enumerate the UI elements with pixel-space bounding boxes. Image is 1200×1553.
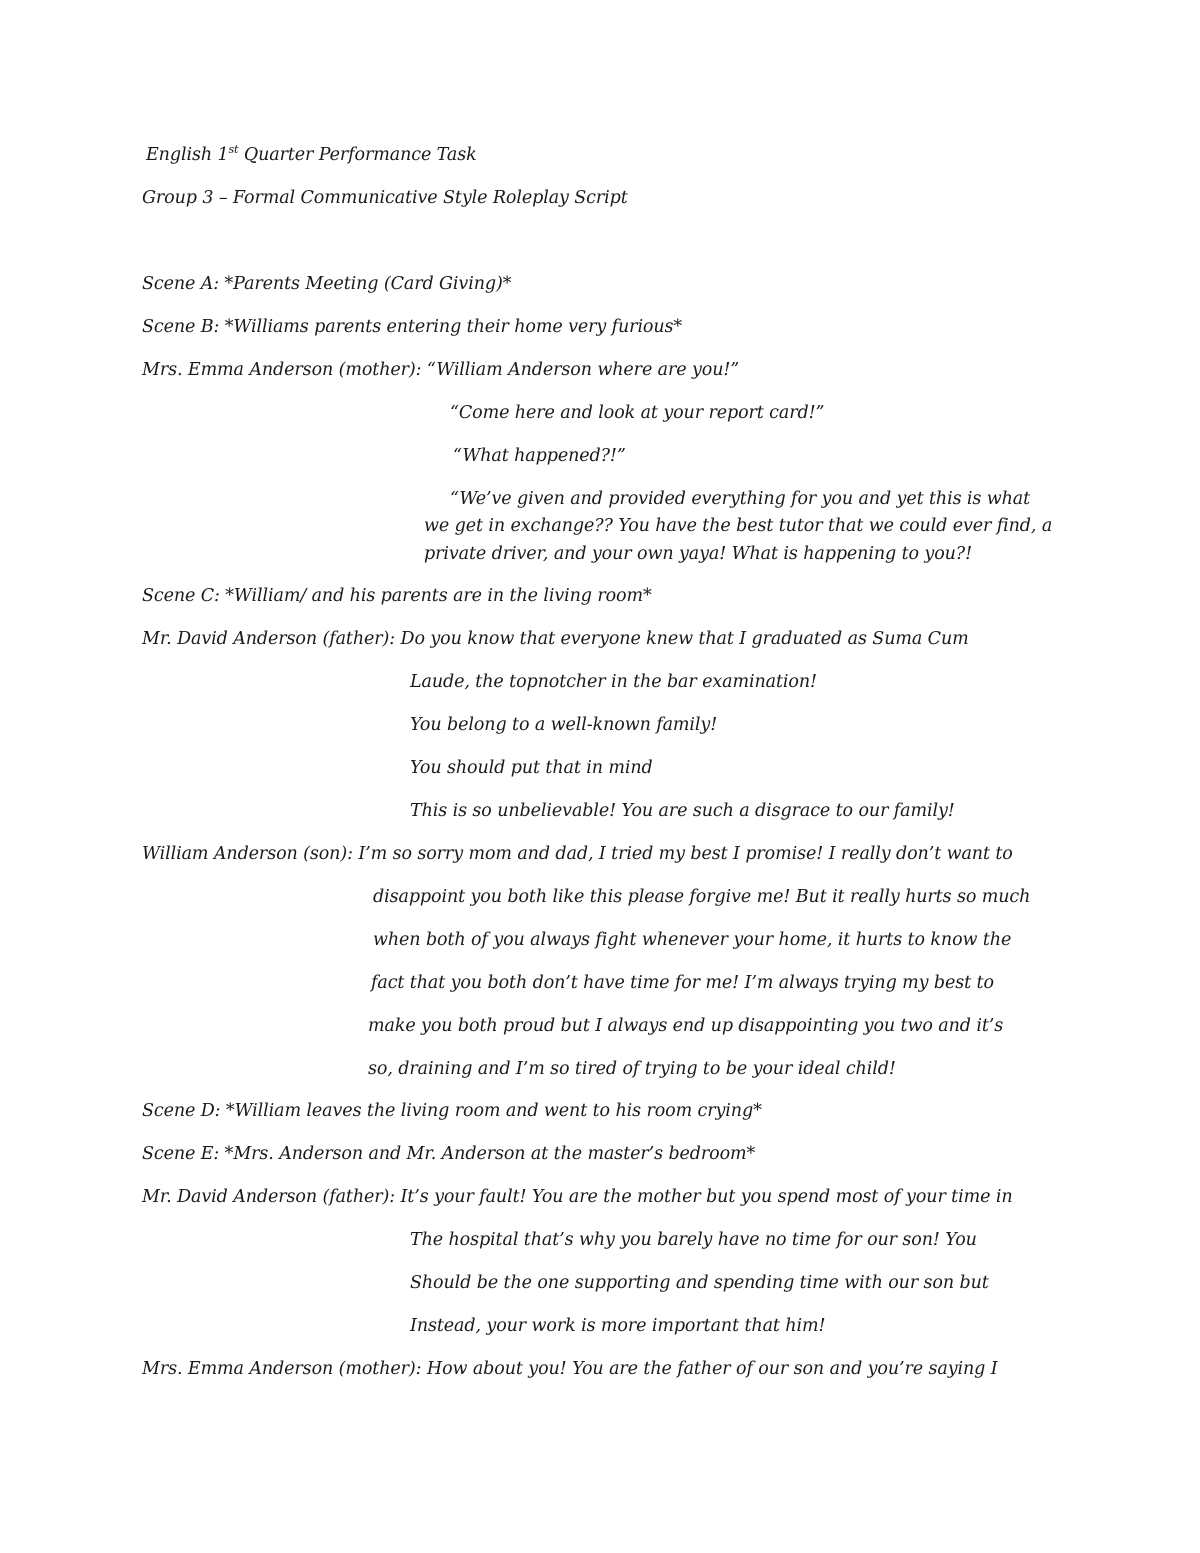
dialogue-mother-line: “What happened?!”	[453, 446, 626, 466]
scene-b-line: Scene B: *Williams parents entering their home very furious*	[142, 317, 683, 337]
dialogue-father-line: This is so unbelievable! You are such a disgrace to our family!	[410, 801, 955, 821]
dialogue-son-line: disappoint you both like this please forgive me! But it really hurts so much	[373, 887, 1031, 907]
title-text: English 1	[146, 145, 229, 165]
scene-c-line: Scene C: *William/ and his parents are in the living room*	[142, 586, 652, 606]
dialogue-father-speaker-line: Mr. David Anderson (father): It’s your fault! You are the mother but you spend most of your time in	[142, 1187, 1013, 1207]
dialogue-son-line: so, draining and I’m so tired of trying to be your ideal child!	[368, 1059, 896, 1079]
dialogue-mother-line: “We’ve given and provided everything for you and yet this is what	[450, 489, 1031, 509]
dialogue-mother-speaker-line: Mrs. Emma Anderson (mother): “William Anderson where are you!”	[142, 360, 740, 380]
dialogue-father-line: Should be the one supporting and spending time with our son but	[410, 1273, 989, 1293]
scene-a-line: Scene A: *Parents Meeting (Card Giving)*	[142, 274, 512, 294]
dialogue-father-line: You should put that in mind	[410, 758, 653, 778]
dialogue-father-line: Laude, the topnotcher in the bar examination!	[410, 672, 817, 692]
dialogue-mother-line: “Come here and look at your report card!”	[450, 403, 825, 423]
dialogue-mother-line: we get in exchange?? You have the best tutor that we could ever find, a	[424, 516, 1053, 536]
document-subtitle: Group 3 – Formal Communicative Style Roleplay Script	[142, 188, 628, 208]
dialogue-father-speaker-line: Mr. David Anderson (father): Do you know that everyone knew that I graduated as Suma Cum	[142, 629, 969, 649]
dialogue-father-line: The hospital that’s why you barely have no time for our son! You	[410, 1230, 977, 1250]
dialogue-mother-speaker-line: Mrs. Emma Anderson (mother): How about you! You are the father of our son and you’re saying I	[142, 1359, 998, 1379]
dialogue-father-line: Instead, your work is more important that him!	[410, 1316, 826, 1336]
document-title	[146, 144, 477, 166]
dialogue-son-line: fact that you both don’t have time for me! I’m always trying my best to	[371, 973, 994, 993]
dialogue-mother-line: private driver, and your own yaya! What is happening to you?!	[424, 544, 973, 564]
dialogue-father-line: You belong to a well-known family!	[410, 715, 718, 735]
dialogue-son-line: make you both proud but I always end up disappointing you two and it’s	[368, 1016, 1004, 1036]
scene-e-line: Scene E: *Mrs. Anderson and Mr. Anderson at the master’s bedroom*	[142, 1144, 756, 1164]
title-text-suffix: Quarter Performance Task	[238, 145, 477, 165]
title-superscript: st	[228, 143, 239, 156]
scene-d-line: Scene D: *William leaves the living room and went to his room crying*	[142, 1101, 762, 1121]
dialogue-son-speaker-line: William Anderson (son): I’m so sorry mom and dad, I tried my best I promise! I really don’t want to	[142, 844, 1013, 864]
dialogue-son-line: when both of you always fight whenever your home, it hurts to know the	[373, 930, 1012, 950]
